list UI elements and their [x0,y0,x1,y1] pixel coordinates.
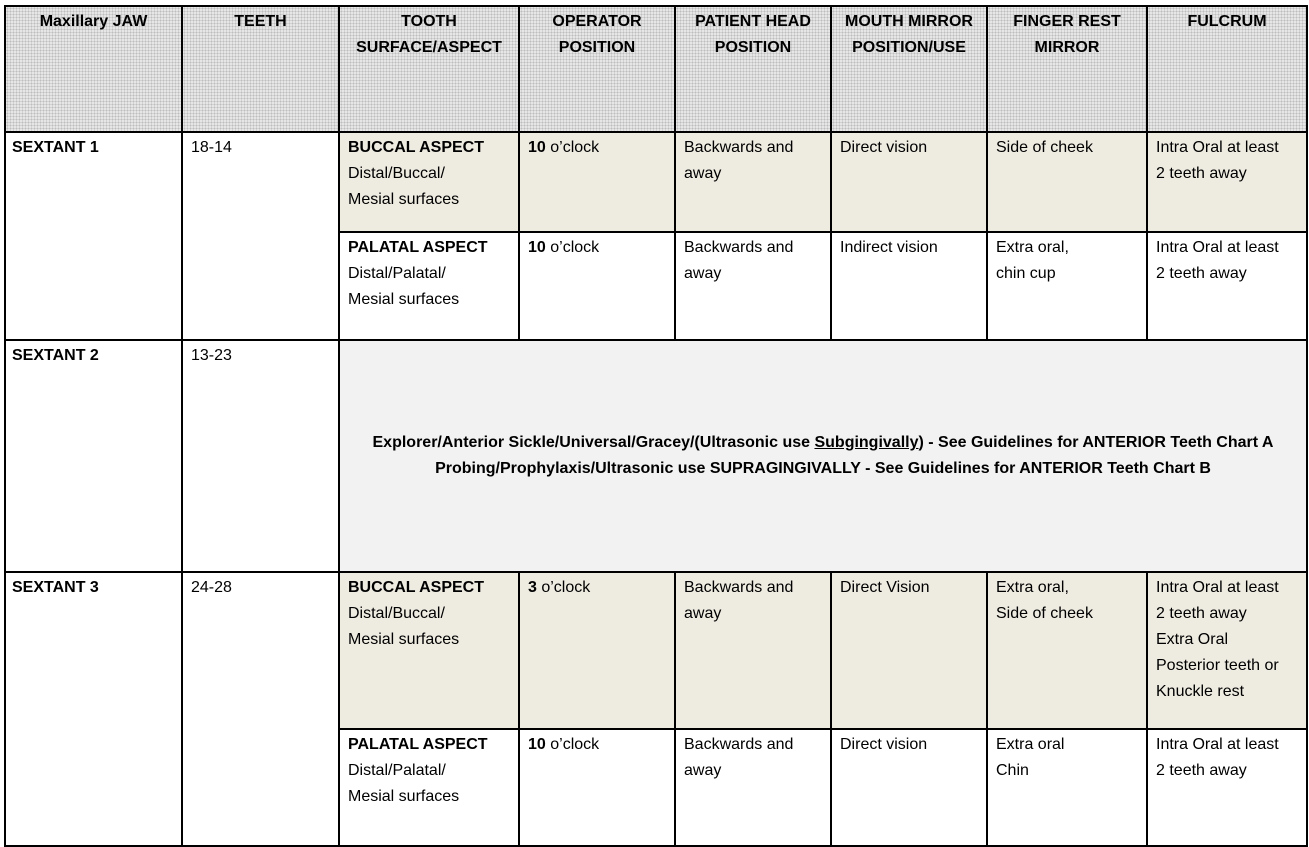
head-cell: Backwards and away [675,729,831,846]
surface-cell: PALATAL ASPECT Distal/Palatal/ Mesial surfaces [339,232,519,340]
sextant-3-teeth: 24-28 [182,572,339,846]
mirror-cell: Direct vision [831,132,987,232]
head-cell: Backwards and away [675,232,831,340]
mirror-cell: Direct vision [831,729,987,846]
header-finger-rest: FINGER REST MIRROR [987,6,1147,132]
operator-cell: 3 o’clock [519,572,675,729]
sextant-1-teeth: 18-14 [182,132,339,340]
header-fulcrum: FULCRUM [1147,6,1307,132]
fulcrum-cell: Intra Oral at least 2 teeth away Extra Oral Posterior teeth or Knuckle rest [1147,572,1307,729]
operator-cell: 10 o’clock [519,729,675,846]
finger-rest-cell: Extra oral, Side of cheek [987,572,1147,729]
header-jaw: Maxillary JAW [5,6,182,132]
mirror-cell: Direct Vision [831,572,987,729]
table-row [5,132,1307,232]
fulcrum-cell: Intra Oral at least 2 teeth away [1147,729,1307,846]
mirror-cell: Indirect vision [831,232,987,340]
header-patient-head-position: PATIENT HEAD POSITION [675,6,831,132]
operator-cell: 10 o’clock [519,132,675,232]
head-cell: Backwards and away [675,132,831,232]
fulcrum-cell: Intra Oral at least 2 teeth away [1147,232,1307,340]
sextant-1-label: SEXTANT 1 [5,132,182,340]
header-operator-position: OPERATOR POSITION [519,6,675,132]
header-row [5,6,1307,132]
header-mouth-mirror: MOUTH MIRROR POSITION/USE [831,6,987,132]
header-tooth-surface: TOOTH SURFACE/ASPECT [339,6,519,132]
finger-rest-cell: Extra oral Chin [987,729,1147,846]
operator-cell: 10 o’clock [519,232,675,340]
anterior-guidelines-note: Explorer/Anterior Sickle/Universal/Gracey/(Ultrasonic use Subgingivally) - See Guidelines for ANTERIOR Teeth Chart A Probing/Prophylaxis/Ultrasonic use SUPRAGINGIVALLY - See Guidelines for ANTERIOR Teeth Chart B [339,340,1307,572]
surface-cell: BUCCAL ASPECT Distal/Buccal/ Mesial surfaces [339,132,519,232]
sextant-2-teeth: 13-23 [182,340,339,572]
maxillary-instrumentation-table [4,5,1308,847]
sextant-2-label: SEXTANT 2 [5,340,182,572]
surface-cell: PALATAL ASPECT Distal/Palatal/ Mesial surfaces [339,729,519,846]
head-cell: Backwards and away [675,572,831,729]
header-teeth: TEETH [182,6,339,132]
finger-rest-cell: Side of cheek [987,132,1147,232]
sextant-3-label: SEXTANT 3 [5,572,182,846]
fulcrum-cell: Intra Oral at least 2 teeth away [1147,132,1307,232]
table-row [5,572,1307,729]
surface-cell: BUCCAL ASPECT Distal/Buccal/ Mesial surfaces [339,572,519,729]
table-row [5,340,1307,572]
finger-rest-cell: Extra oral, chin cup [987,232,1147,340]
